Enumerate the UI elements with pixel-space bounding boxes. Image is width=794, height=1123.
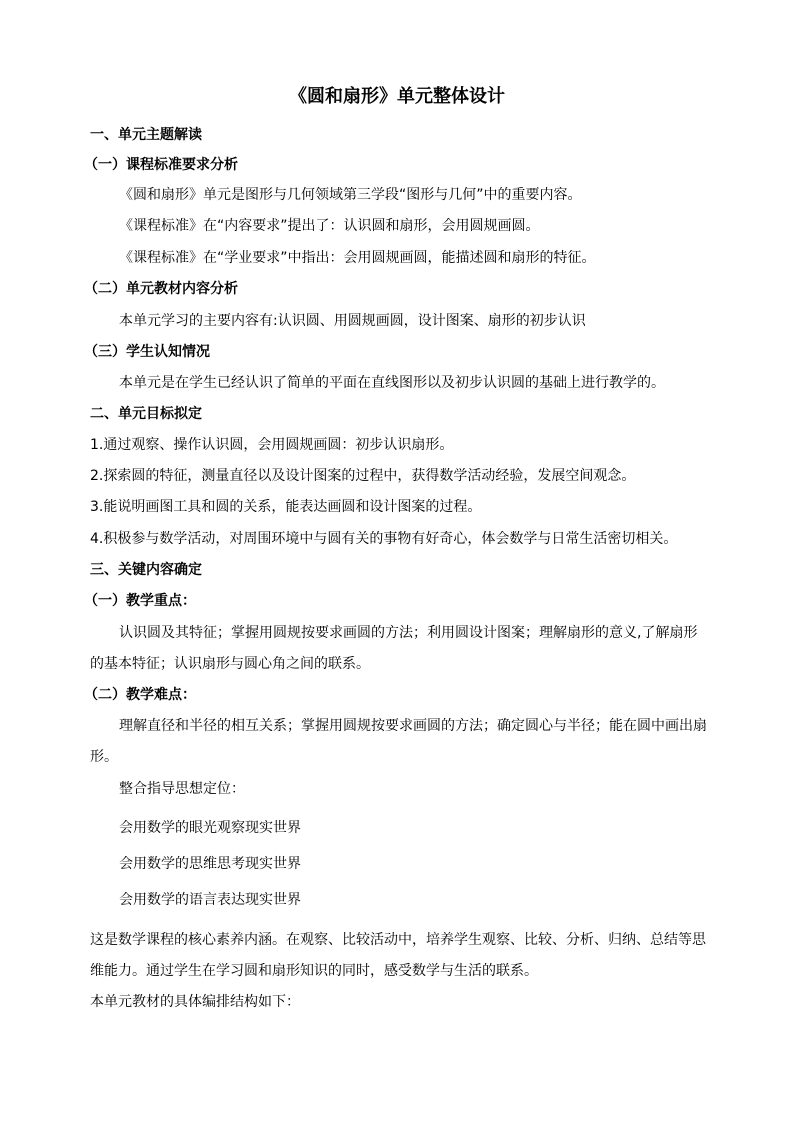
- paragraph: 理解直径和半径的相互关系；掌握用圆规按要求画圆的方法；确定圆心与半径；能在圆中画出扇: [119, 718, 707, 734]
- paragraph: 认识圆及其特征；掌握用圆规按要求画圆的方法；利用圆设计图案；理解扇形的意义,了解扇形: [119, 625, 698, 641]
- paragraph-continuation: 的基本特征；认识扇形与圆心角之间的联系。: [90, 656, 370, 672]
- section-heading-1: 一、单元主题解读: [90, 127, 202, 143]
- subsection-heading-1-2: （二）单元教材内容分析: [84, 281, 238, 297]
- guide-item: 会用数学的眼光观察现实世界: [119, 820, 301, 836]
- paragraph: 《课程标准》在“内容要求”提出了：认识圆和扇形，会用圆规画圆。: [119, 218, 540, 234]
- paragraph: 本单元学习的主要内容有:认识圆、用圆规画圆，设计图案、扇形的初步认识: [119, 313, 586, 329]
- guide-item: 会用数学的语言表达现实世界: [119, 892, 301, 908]
- paragraph: 《课程标准》在“学业要求”中指出：会用圆规画圆，能描述圆和扇形的特征。: [119, 250, 596, 266]
- objective-item: 1.通过观察、操作认识圆，会用圆规画圆：初步认识扇形。: [90, 437, 454, 453]
- closing-paragraph-continuation: 维能力。通过学生在学习圆和扇形知识的同时，感受数学与生活的联系。: [90, 963, 538, 979]
- closing-line: 本单元教材的具体编排结构如下：: [90, 994, 300, 1010]
- document-title: 《圆和扇形》单元整体设计: [289, 86, 505, 107]
- closing-paragraph: 这是数学课程的核心素养内涵。在观察、比较活动中，培养学生观察、比较、分析、归纳、总结等思: [90, 932, 706, 948]
- objective-item: 4.积极参与数学活动，对周围环境中与圆有关的事物有好奇心，体会数学与日常生活密切相关。: [90, 531, 678, 547]
- section-heading-3: 三、关键内容确定: [90, 562, 202, 578]
- paragraph-continuation: 形。: [90, 749, 118, 765]
- subsection-heading-1-3: （三）学生认知情况: [84, 344, 210, 360]
- guide-item: 会用数学的思维思考现实世界: [119, 856, 301, 872]
- section-heading-2: 二、单元目标拟定: [90, 406, 202, 422]
- objective-item: 2.探索圆的特征，测量直径以及设计图案的过程中，获得数学活动经验，发展空间观念。: [90, 468, 636, 484]
- subsection-heading-3-1: （一）教学重点：: [84, 593, 196, 609]
- paragraph: 《圆和扇形》单元是图形与几何领域第三学段“图形与几何”中的重要内容。: [119, 187, 582, 203]
- guide-heading: 整合指导思想定位：: [119, 781, 245, 797]
- objective-item: 3.能说明画图工具和圆的关系，能表达画圆和设计图案的过程。: [90, 499, 482, 515]
- subsection-heading-3-2: （二）教学难点：: [84, 687, 196, 703]
- subsection-heading-1-1: （一）课程标准要求分析: [84, 157, 238, 173]
- paragraph: 本单元是在学生已经认识了简单的平面在直线图形以及初步认识圆的基础上进行教学的。: [119, 375, 665, 391]
